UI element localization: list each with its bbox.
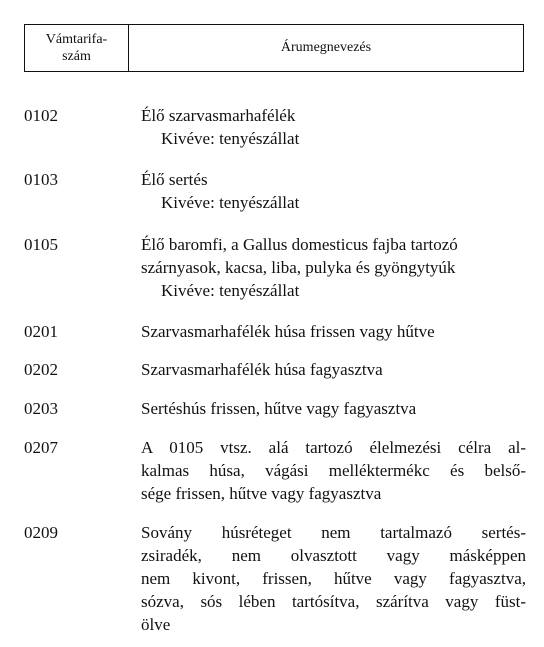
header-code-line1: Vámtarifa- — [45, 32, 108, 47]
tariff-code: 0203 — [24, 399, 58, 418]
product-description — [141, 436, 526, 505]
description-line: ölve — [141, 615, 171, 634]
description-line: szárnyasok, kacsa, liba, pulyka és gyöngytyúk — [141, 258, 456, 277]
product-description — [141, 233, 526, 302]
tariff-code: 0102 — [24, 106, 58, 125]
product-description — [141, 358, 526, 381]
description-line: sége frissen, hűtve vagy fagyasztva — [141, 484, 382, 503]
exception-note: Kivéve: tenyészállat — [161, 129, 300, 148]
table-header — [24, 24, 524, 72]
description-line: Élő baromfi, a Gallus domesticus fajba tartozó — [141, 235, 458, 254]
tariff-code: 0105 — [24, 235, 58, 254]
description-line: A 0105 vtsz. alá tartozó élelmezési célra al- — [141, 438, 526, 457]
description-line: zsiradék, nem olvasztott vagy másképpen — [141, 546, 526, 565]
description-line: nem kivont, frissen, hűtve vagy fagyasztva, — [141, 569, 526, 588]
tariff-code: 0207 — [24, 438, 58, 457]
header-code-column — [25, 31, 128, 65]
description-line: sózva, sós lében tartósítva, szárítva vagy füst- — [141, 592, 526, 611]
tariff-code: 0202 — [24, 360, 58, 379]
tariff-code: 0201 — [24, 322, 58, 341]
description-line: Sovány húsréteget nem tartalmazó sertés- — [141, 523, 526, 542]
product-description — [141, 397, 526, 420]
description-line: Élő szarvasmarhafélék — [141, 106, 296, 125]
description-line: kalmas húsa, vágási melléktermékc és belső- — [141, 461, 526, 480]
tariff-code: 0209 — [24, 523, 58, 542]
header-code-line2: szám — [62, 49, 91, 64]
exception-note: Kivéve: tenyészállat — [161, 281, 300, 300]
product-description — [141, 320, 526, 343]
product-description — [141, 168, 526, 214]
description-line: Szarvasmarhafélék húsa fagyasztva — [141, 360, 383, 379]
tariff-code: 0103 — [24, 170, 58, 189]
description-line: Élő sertés — [141, 170, 208, 189]
description-line: Sertéshús frissen, hűtve vagy fagyasztva — [141, 399, 417, 418]
exception-note: Kivéve: tenyészállat — [161, 193, 300, 212]
product-description — [141, 104, 526, 150]
description-line: Szarvasmarhafélék húsa frissen vagy hűtve — [141, 322, 435, 341]
header-name-column: Árumegnevezés — [280, 40, 372, 55]
product-description — [141, 521, 526, 636]
